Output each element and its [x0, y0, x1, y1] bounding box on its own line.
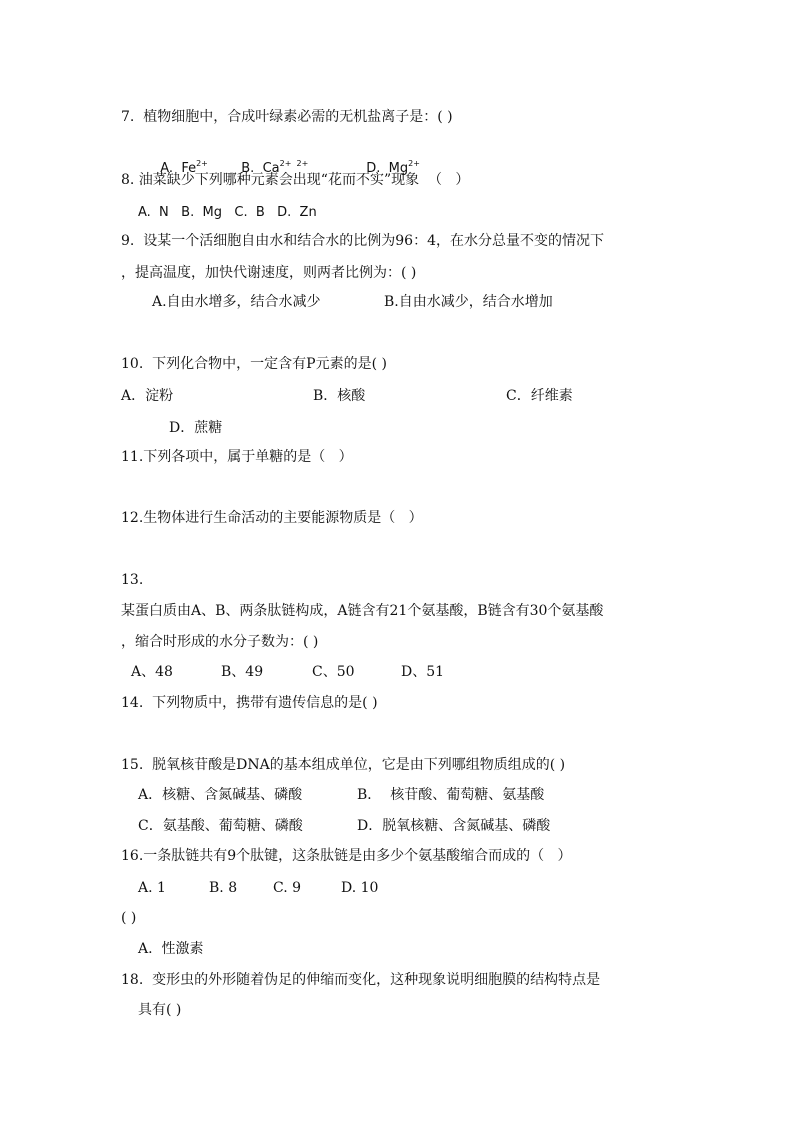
question-17-blank: ( )	[121, 910, 137, 926]
question-15-option-a: A．核糖、含氮碱基、磷酸	[138, 787, 303, 803]
question-16-option-a: A. 1	[138, 880, 166, 896]
question-8-options: A. N B. Mg C. B D. Zn	[138, 205, 317, 220]
question-17-option-a: A. 性激素	[138, 941, 204, 957]
question-7-stem: 7. 植物细胞中，合成叶绿素必需的无机盐离子是：( )	[121, 109, 453, 125]
question-11-stem: 11.下列各项中，属于单糖的是（ ）	[121, 449, 353, 465]
question-10-option-c: C．纤维素	[506, 388, 573, 404]
question-13-option-c: C、50	[312, 664, 355, 680]
option-b-charge: 2+ 2+	[279, 159, 309, 168]
question-16-stem: 16.一条肽链共有9个肽键，这条肽链是由多少个氨基酸缩合而成的（ ）	[121, 848, 572, 864]
question-14-stem: 14. 下列物质中，携带有遗传信息的是( )	[121, 695, 378, 711]
question-15-stem: 15. 脱氧核苷酸是DNA的基本组成单位，它是由下列哪组物质组成的( )	[121, 757, 566, 773]
question-10-option-b: B．核酸	[313, 388, 366, 404]
question-15-option-d: D．脱氧核糖、含氮碱基、磷酸	[357, 818, 551, 834]
question-16-option-b: B. 8	[209, 880, 238, 896]
question-13-stem-line-2: ，缩合时形成的水分子数为：( )	[121, 634, 319, 650]
option-d-text: D. Mg	[366, 161, 409, 176]
question-12-stem: 12.生物体进行生命活动的主要能源物质是（ ）	[121, 510, 423, 526]
option-a-charge: 2+	[196, 159, 208, 168]
question-13-option-b: B、49	[221, 664, 264, 680]
question-9-stem-line-2: ，提高温度，加快代谢速度，则两者比例为：( )	[121, 265, 417, 281]
question-8-stem: 8. 油菜缺少下列哪种元素会出现“花而不实”现象 （ ）	[121, 172, 470, 188]
question-9-option-b: B.自由水减少，结合水增加	[384, 294, 553, 310]
question-13-option-a: A、48	[131, 664, 173, 680]
option-d-charge: 2+	[408, 159, 420, 168]
question-13-number: 13.	[121, 572, 144, 588]
question-9-stem-line-1: 9. 设某一个活细胞自由水和结合水的比例为96：4，在水分总量不变的情况下	[121, 233, 604, 249]
question-13-option-d: D、51	[401, 664, 445, 680]
question-18-stem-line-1: 18. 变形虫的外形随着伪足的伸缩而变化，这种现象说明细胞膜的结构特点是	[121, 972, 601, 988]
option-a-text: A. Fe	[160, 161, 197, 176]
question-10-option-d: D．蔗糖	[169, 420, 223, 436]
option-b-text: B. Ca	[241, 161, 280, 176]
question-18-stem-line-2: 具有( )	[138, 1002, 182, 1018]
question-15-option-c: C．氨基酸、葡萄糖、磷酸	[138, 818, 303, 834]
question-9-option-a: A.自由水增多，结合水减少	[152, 294, 321, 310]
question-10-stem: 10. 下列化合物中，一定含有P元素的是( )	[121, 356, 387, 372]
question-10-option-a: A．淀粉	[121, 388, 174, 404]
question-16-option-d: D. 10	[341, 880, 379, 896]
question-15-option-b: B． 核苷酸、葡萄糖、氨基酸	[357, 787, 545, 803]
question-16-option-c: C. 9	[273, 880, 302, 896]
question-13-stem-line-1: 某蛋白质由A、B、两条肽链构成，A链含有21个氨基酸，B链含有30个氨基酸	[121, 603, 604, 619]
